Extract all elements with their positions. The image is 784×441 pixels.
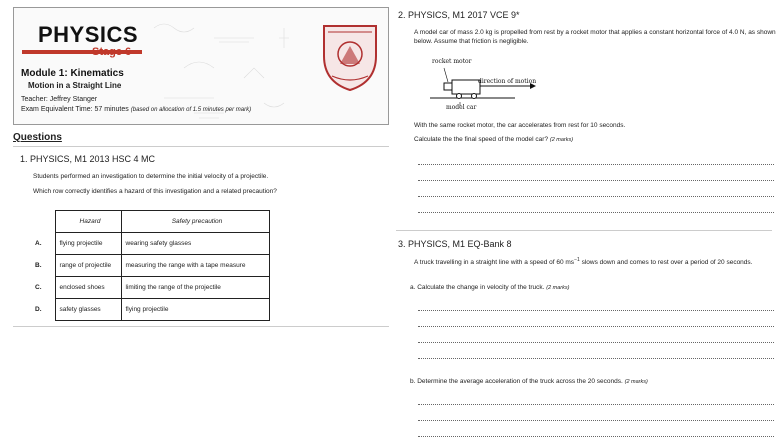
- q1-text-2: Which row correctly identifies a hazard of this investigation and a related precaution?: [33, 188, 277, 195]
- q3-part-b-text: b. Determine the average acceleration of the truck across the 20 seconds.: [410, 378, 623, 385]
- header-box: [13, 7, 389, 125]
- q2-title: 2. PHYSICS, M1 2017 VCE 9*: [398, 10, 520, 20]
- answer-line: [418, 310, 774, 311]
- q2-bottom-divider: [396, 230, 772, 231]
- questions-heading: Questions: [13, 132, 62, 143]
- diagram-label-direction: direction of motion: [478, 78, 537, 85]
- q1-options-table: [31, 210, 270, 321]
- page-title: PHYSICS: [38, 22, 139, 47]
- option-letter: C.: [35, 284, 42, 291]
- table-row: [31, 233, 269, 255]
- q1-title: 1. PHYSICS, M1 2013 HSC 4 MC: [20, 154, 156, 164]
- q3-title: 3. PHYSICS, M1 EQ-Bank 8: [398, 239, 512, 249]
- exam-time-note: (based on allocation of 1.5 minutes per mark): [130, 107, 252, 113]
- q3-part-a: [410, 283, 569, 293]
- exam-time-text: Exam Equivalent Time: 57 minutes: [21, 106, 129, 113]
- q3-part-b-marks: (2 marks): [624, 379, 648, 385]
- q2-text-2: With the same rocket motor, the car accelerates from rest for 10 seconds.: [414, 122, 626, 129]
- teacher-name: Teacher: Jeffrey Stanger: [21, 96, 98, 103]
- precaution-cell: wearing safety glasses: [121, 233, 269, 255]
- hazard-cell: range of projectile: [55, 255, 121, 277]
- exam-time: [21, 106, 251, 113]
- q3-text-end: slows down and comes to rest over a period of 20 seconds.: [579, 259, 753, 267]
- table-row: [31, 299, 269, 321]
- answer-line: [418, 212, 774, 213]
- precaution-cell: limiting the range of the projectile: [121, 277, 269, 299]
- answer-line: [418, 404, 774, 405]
- module-title: Module 1: Kinematics: [21, 68, 124, 79]
- hazard-cell: safety glasses: [55, 299, 121, 321]
- q3-part-b: [410, 377, 648, 387]
- precaution-cell: flying projectile: [121, 299, 269, 321]
- stage-label: Stage 6: [92, 46, 132, 58]
- answer-line: [418, 326, 774, 327]
- q3-text-unit-exponent: −1: [574, 257, 580, 263]
- answer-line: [418, 358, 774, 359]
- table-row: [31, 255, 269, 277]
- q3-part-a-text: a. Calculate the change in velocity of the truck.: [410, 284, 545, 291]
- option-letter: A.: [35, 240, 42, 247]
- table-header-hazard: Hazard: [55, 211, 121, 233]
- answer-line: [418, 180, 774, 181]
- q2-text-3: [414, 135, 573, 145]
- diagram-label-rocket-motor: rocket motor: [432, 58, 472, 65]
- q3-part-a-marks: (2 marks): [546, 285, 570, 291]
- answer-line: [418, 196, 774, 197]
- table-row: [31, 277, 269, 299]
- q2-question: Calculate the the final speed of the model car?: [414, 136, 549, 143]
- q1-text-1: Students performed an investigation to determine the initial velocity of a projectile.: [33, 173, 269, 180]
- school-crest-icon: [318, 20, 382, 94]
- q3-text-1: [414, 257, 776, 267]
- diagram-label-model-car: model car: [446, 104, 477, 111]
- option-letter: B.: [35, 262, 42, 269]
- hazard-cell: flying projectile: [55, 233, 121, 255]
- option-letter: D.: [35, 306, 42, 313]
- precaution-cell: measuring the range with a tape measure: [121, 255, 269, 277]
- topic-title: Motion in a Straight Line: [28, 81, 122, 90]
- table-header-precaution: Safety precaution: [121, 211, 269, 233]
- hazard-cell: enclosed shoes: [55, 277, 121, 299]
- questions-divider: [13, 146, 389, 147]
- answer-line: [418, 164, 774, 165]
- answer-line: [418, 420, 774, 421]
- answer-line: [418, 436, 774, 437]
- q2-text-1: A model car of mass 2.0 kg is propelled from rest by a rocket motor that applies a constant horizontal force of 4.0 N, as shown below. Assume that friction is negligible.: [414, 29, 776, 46]
- q2-marks: (2 marks): [549, 137, 574, 143]
- q3-text-start: A truck travelling in a straight line with a speed of 60 ms: [414, 259, 575, 267]
- q1-bottom-divider: [13, 326, 389, 327]
- table-header-row: [31, 211, 269, 233]
- answer-line: [418, 342, 774, 343]
